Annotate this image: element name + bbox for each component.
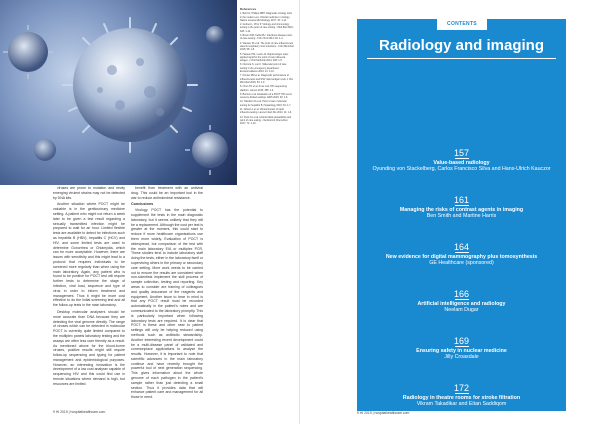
entry-title: Managing the risks of contrast agents in imaging	[399, 206, 524, 213]
conclusions-heading: Conclusions	[131, 202, 154, 207]
references-heading: References	[240, 8, 257, 11]
left-page	[0, 0, 300, 424]
reference-item: 8. Chen TN et al. A low cost HIV sequencing platform. Lancet 2015; 385: 1-3.	[240, 85, 287, 92]
page-footer-right: 9 HI 2019 | hospitalhealthcare.com	[357, 411, 410, 415]
virus-illustration	[0, 0, 237, 185]
section-title: Radiology and imaging	[378, 37, 544, 54]
entry-title: Radiology in theatre rooms for stroke filtration	[402, 394, 521, 401]
virus-particle-small-left	[3, 25, 53, 79]
entry-divider	[455, 205, 469, 206]
contents-list	[357, 148, 566, 430]
paragraph: Another situation where POCT might be valuable is in the genitourinary medicine setting. A patient who might not return a week later to be given a test result regarding a sexually transmitted infection might be prepared to wait for an hour. Limited flexible tests are available to detect for infections such as hepatitis B (HBV), hepatitis C (HCV) and HIV, and some limited tests are used to determine Gonorrhea or Chlamydia, which can be more acceptable. However, there are issues with sensitivity and this might lead to a protocol that requires individuals to be screened more regularly than when using the main laboratory. Again, any patient who is found to be positive for POCT test will require further tests to determine the stage of infection, viral load, sequence and type of virus in order to inform treatment and management. Thus it might be more cost effective to do the initial screening test and all the follow-up tests in the main laboratory.	[53, 202, 125, 308]
entry-divider	[455, 252, 469, 253]
entry-divider	[455, 299, 469, 300]
references-column	[240, 8, 294, 410]
entry-page-number: 157	[453, 148, 470, 158]
article-column-2	[131, 186, 203, 407]
virus-particle-large	[63, 18, 197, 152]
entry-title: New evidence for digital mammography plus tomosynthesis	[385, 253, 538, 260]
contents-entry[interactable]	[357, 148, 566, 195]
paragraph: viruses are prone to mutation and newly emerging virulent strains may not be detected by DNA kits.	[53, 186, 125, 200]
entry-authors: Vikram Takadikar and Eitan Saddiqom	[416, 401, 507, 408]
entry-divider	[455, 393, 469, 394]
entry-authors: GE Healthcare (sponsored)	[429, 260, 494, 267]
entry-title: Ensuring safety in nuclear medicine	[416, 347, 507, 354]
contents-entry[interactable]	[357, 383, 566, 430]
entry-authors: Neelam Dugar	[444, 307, 479, 314]
reference-item: 6. Nomura S, Luo K. Molecular point of care testing in the emergency department. Eurosurveillance 2016; 21: 1-10.	[240, 63, 287, 74]
entry-authors: Jilly Croasdale	[444, 354, 479, 361]
reference-item: 2. Gurbert L, Prior P. Virology and immunology testing in the point of care setting. J Mol Biol 2016; 428: 1-12.	[240, 23, 294, 33]
entry-page-number: 169	[453, 336, 470, 346]
reference-item: 4. Weisser M et al. The point of care influenza test detects respiratory virus infections. J Clin Microbiol 2015; 58: 1-8.	[240, 41, 294, 52]
entry-authors: Ben Smith and Martine Harris	[426, 213, 497, 220]
contents-entry[interactable]	[357, 289, 566, 336]
article-column-1	[53, 186, 125, 407]
title-divider	[367, 58, 556, 59]
virus-particles-graphic	[0, 0, 237, 185]
reference-item: 1. Bell CJ, Phillips DBH. Diagnostic virology tools in the modern era. Clinical medicine in virology. Nature reviews Microbiology 2017; 15: 1-14.	[240, 12, 292, 22]
entry-page-number: 172	[453, 383, 470, 393]
entry-title: Artificial intelligence and radiology	[417, 300, 506, 307]
contents-entry[interactable]	[357, 242, 566, 289]
entry-title: Value-based radiology	[433, 159, 490, 166]
entry-page-number: 164	[453, 242, 470, 252]
virus-particle-small-right	[185, 125, 228, 175]
reference-item: 5. Hansen HM, Lewis JA. Rapid antigen tests: applied rapid for the point of care influenza antigen. J Virol Methods 2014; 208: 1-5.	[240, 52, 289, 63]
entry-authors: Oyunding von Stackelberg, Carlos Francisco Silva and Hans-Ulrich Kauczor	[372, 166, 551, 173]
reference-item: 7. Kinnier RM et al. Diagnostic performance of influenza tests and RSV rapid antigen tests. J Clin Microbiol 2016; 54: 1-9.	[240, 74, 294, 84]
paragraph: Virology POCT has the potential to supplement the tests in the main diagnostic laboratory, but it seems unlikely that they will be a replacement. Although the cost per test is greater at the moment, this could start to reduce if more healthcare organisations use them more widely. Evaluation of POCT is widespread, but comparison of the test with the main laboratory EIA or multiplex PCR. These studies tend to include laboratory staff doing the tests, either in the laboratory itself or supervising others in the primary or secondary care setting. More work needs to be carried out to ensure the results are consistent when non-scientists implement the skill process of sample collection, testing and reporting. Key areas to consider are training of colleagues and quality assurance of the reagents and equipment. Another issue to bear in mind is that any POCT result must be recorded automatically in the patient's notes and are communicated to the laboratory promptly. This is particularly important when following laboratory tests are required. It is clear that POCT in these and other near to patient settings will only be helping reduced using methods such as antibiotic stewardship. Another interesting recent development could be a multi-disease panel of validated and commonplace applications to analyse the results. However, it is important to note that scientific advances in the main laboratory continue and have recently brought the powerful tool of next generation sequencing. This gives information about the whole genome of each pathogen in the patient's sample rather than just detecting a small section. Thus it provides data that will enhance patient care and management for all those in need.	[131, 208, 203, 400]
contents-entry[interactable]	[357, 195, 566, 242]
contents-entry[interactable]	[357, 336, 566, 383]
reference-item: 12. Peck CL et al. Antimicrobial stewardship and point of care testing. J Antimicrob Chemother 2017; 72: 1-10.	[240, 115, 292, 126]
reference-item: 9. Bonson et al. Evaluation of a POCT HIV test in resource limited settings. AIDS 2016; 30: 1-6.	[240, 92, 293, 100]
reference-item: 11. Gibson J et al. Clinical impact of rapid influenza testing. Lancet Infect Dis 2014; 14: 1-9.	[240, 108, 292, 115]
entry-divider	[455, 158, 469, 159]
entry-page-number: 166	[453, 289, 470, 299]
paragraph: benefit from treatment with an antiviral drug. This could be an important tool in the war to reduce antimicrobial resistance.	[131, 186, 203, 200]
reference-item: 10. Hamilton R et al. Point of care molecular testing for hepatitis B. Hepatology 2016; 64: 1-7.	[240, 100, 292, 107]
paragraph: Desktop molecular analysers should be more accurate than DNA because they are detecting the viral genome directly. The range of viruses which can be detected in molecular POCT is currently quite limited compared to the multiplex panels laboratory testing and the assays are often less user friendly as a result. As mentioned above for the blood-borne viruses, positive results might still require follow-up sequencing and typing for patient management and epidemiological purposes. However, an interesting innovation is the development of a low cost analyser capable of sequencing HIV and this could find use in remote situations where demand is high, but resources are limited.	[53, 309, 125, 386]
contents-tab: CONTENTS	[437, 19, 487, 30]
entry-divider	[455, 346, 469, 347]
reference-item: 3. Brown DW, Kellis MU. Infectious disease point-of-care testing. J Clin Virol 2014; 60: 1-4.	[240, 34, 293, 41]
page-footer-left: 9 HI 2019 | hospitalhealthcare.com	[53, 410, 106, 414]
entry-page-number: 161	[453, 195, 470, 205]
